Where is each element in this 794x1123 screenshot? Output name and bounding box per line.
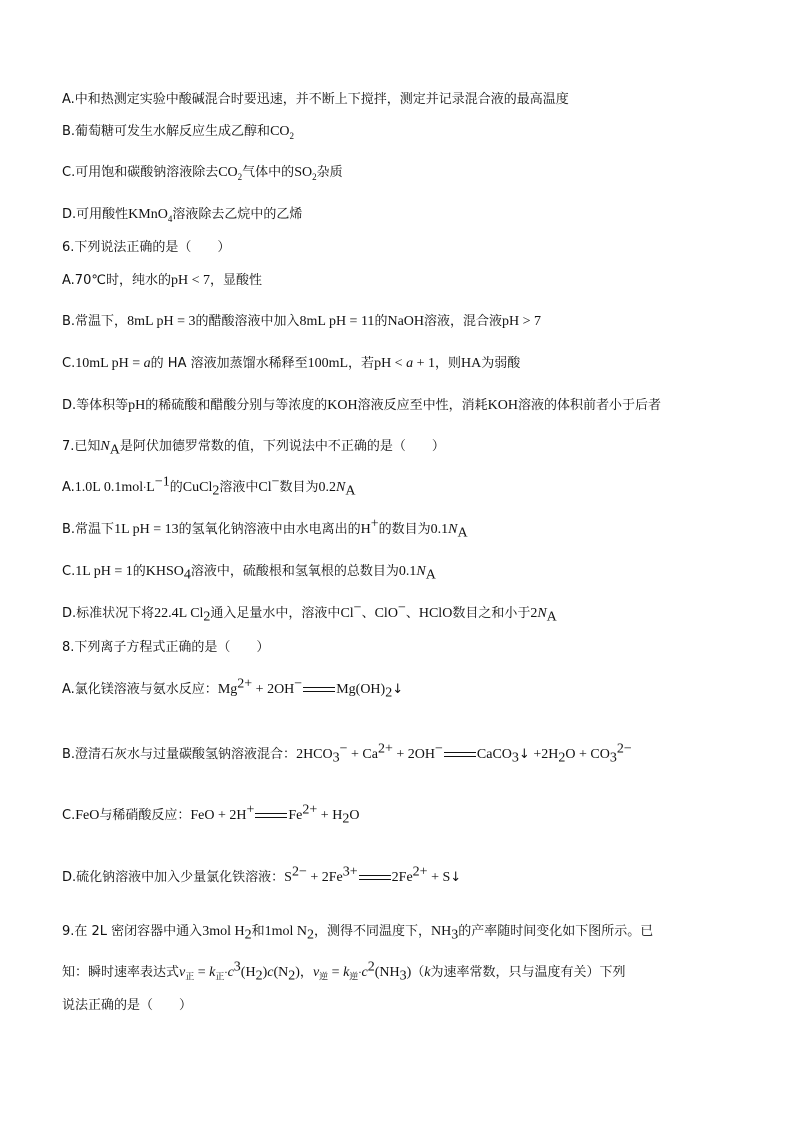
q7-option-d: D.标准状况下将22.4L $Cl_2$通入足量水中，溶液中Cl−、ClO−、HClO数目之和小于$2N_A$	[62, 600, 557, 625]
q7-option-b: B.常温下1L pH = 13的氢氧化钠溶液中由水电离出的H+的数目为$0.1N_A$	[62, 516, 468, 541]
q5-option-b	[62, 122, 294, 142]
equals-sign-double-line	[358, 874, 392, 882]
q8-option-b: B.澄清石灰水与过量碳酸氢钠溶液混合：$2HCO_3^- + Ca^{2+} + 2OH^-$ CaCO$_3$↓ $+2H_2O + CO_3^{2-}$	[62, 741, 632, 766]
precipitate-arrow-icon: ↓	[392, 682, 404, 697]
q5-option-a	[62, 90, 569, 110]
co2-formula: $CO_2$	[218, 165, 243, 182]
q5-option-d: D.可用酸性KMnO$_4$溶液除去乙烷中的乙烯	[62, 207, 303, 224]
q9-stem-line-3: 说法正确的是（ ）	[62, 998, 193, 1013]
q5-option-a-text: A.中和热测定实验中酸碱混合时要迅速，并不断上下搅拌，测定并记录混合液的最高温度	[62, 92, 569, 107]
equals-sign-double-line	[254, 812, 288, 820]
q7-option-c: C.1L pH = 1的$KHSO_4$溶液中，硫酸根和氢氧根的总数目为$0.1N_A$	[62, 564, 436, 583]
q8-option-a: A.氯化镁溶液与氨水反应：$Mg^{2+} + 2OH^-$ $Mg(OH)_2↓$	[62, 676, 404, 701]
precipitate-arrow-icon: ↓	[450, 870, 462, 885]
q9-stem-line-1: 9.在 2L 密闭容器中通入3mol $H_2$和1mol $N_2$，测得不同温度下，$NH_3$的产率随时间变化如下图所示。已	[62, 924, 654, 943]
q8-option-d: D.硫化钠溶液中加入少量氯化铁溶液：$S^{2-} + 2Fe^{3+}$ $2Fe^{2+}$ + S↓	[62, 864, 462, 885]
kmno4-formula: KMnO$_4$	[128, 207, 173, 224]
q9-stem-line-2: 知：瞬时速率表达式$v_正 = k_正\cdot c^3(H_2)c(N_2)$，$v_逆 = k_逆\cdot c^2(NH_3)(k$为速率常数，只与温度有关）下列	[62, 959, 626, 984]
q6-option-b: B.常温下，8mL pH = 3的醋酸溶液中加入8mL pH = 11的NaOH溶液，混合液pH > 7	[62, 314, 542, 329]
q7-stem: 7.已知$N_A$是阿伏加德罗常数的值，下列说法中不正确的是（ ）	[62, 439, 445, 458]
q8-stem: 8.下列离子方程式正确的是（ ）	[62, 640, 270, 655]
equals-sign-double-line	[302, 686, 336, 694]
co2-formula: $CO_2$	[270, 124, 295, 141]
q6-option-a: A.70℃时，纯水的pH < 7，显酸性	[62, 273, 262, 288]
q6-stem: 6.下列说法正确的是（ ）	[62, 240, 231, 255]
q7-option-a: A.1.0L $0.1mol\cdot L^{-1}$的CuCl$_2$溶液中Cl−数目为$0.2N_A$	[62, 474, 356, 499]
q5-option-b-text: B.葡萄糖可发生水解反应生成乙醇和	[62, 124, 271, 139]
q6-option-c: C.10mL pH = a的 HA 溶液加蒸馏水稀释至100mL，若pH < a + 1，则HA为弱酸	[62, 356, 521, 371]
precipitate-arrow-icon: ↓	[518, 747, 530, 762]
q6-option-d: D.等体积等pH的稀硫酸和醋酸分别与等浓度的KOH溶液反应至中性，消耗KOH溶液的体积前者小于后者	[62, 398, 662, 413]
so2-formula: $SO_2$	[294, 165, 317, 182]
q8-option-c: C.FeO与稀硝酸反应：FeO + 2H+ $Fe^{2+} + H_2O$	[62, 802, 360, 827]
q5-option-c: C.可用饱和碳酸钠溶液除去$CO_2$气体中的$SO_2$杂质	[62, 165, 343, 182]
equals-sign-double-line	[443, 751, 477, 759]
